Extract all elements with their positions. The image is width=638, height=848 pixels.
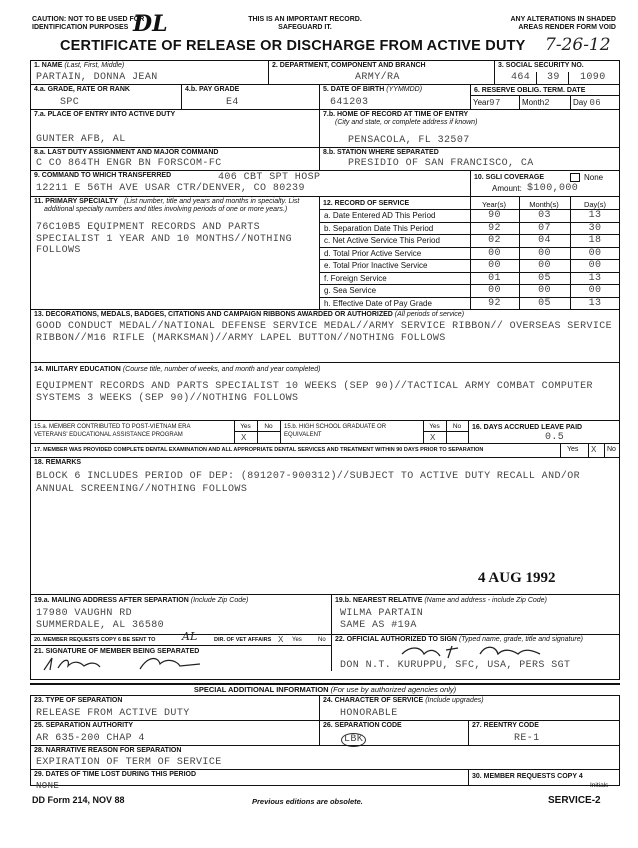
copy6-no-label: No [318,637,326,643]
ssn-part-1: 464 [511,72,531,83]
safeguard-note: SAFEGUARD IT. [278,24,332,31]
narrative-reason-value: EXPIRATION OF TERM OF SERVICE [36,757,222,768]
official-hint: (Typed name, grade, title and signature) [458,636,583,643]
sgli-none-label: None [584,173,604,182]
service-row-label: e. Total Prior Inactive Service [324,261,428,270]
service-row-day: 18 [588,235,602,246]
service-row-year: 00 [488,260,501,271]
separation-authority-label: 25. SEPARATION AUTHORITY [34,722,134,729]
department-value: ARMY/RA [355,72,400,83]
service-row-year: 01 [488,272,501,284]
special-info-hint: (For use by authorized agencies only) [330,685,457,694]
caution-note [32,16,144,24]
dob-value: 641203 [330,97,369,108]
entry-place-value: GUNTER AFB, AL [36,134,126,145]
ssn-label: 3. SOCIAL SECURITY NO. [498,62,584,69]
service-row-label: b. Separation Date This Period [324,223,434,233]
obsolete-note: Previous editions are obsolete. [252,797,363,806]
caution-text: CAUTION: NOT TO BE USED FOR [32,16,145,23]
home-record-hint: (City and state, or complete address if known) [335,119,478,126]
nearest-relative-hint: (Name and address - include Zip Code) [424,597,547,604]
veap-no-label: No [264,423,273,430]
service-row-label: h. Effective Date of Pay Grade [324,298,432,308]
command-value-1: 406 CBT SPT HOSP [218,172,321,183]
alterations-note: ANY ALTERATIONS IN SHADED [510,16,616,23]
decorations-value: GOOD CONDUCT MEDAL//NATIONAL DEFENSE SERVICE MEDAL//ARMY SERVICE RIBBON// OVERSEAS SERVICE RIBBON//M16 RIFLE (MARKSMAN)//ARMY LAPEL BUTTON//NOTHING FOLLOWS [36,321,613,344]
remarks-label: 18. REMARKS [34,459,82,466]
time-lost-label: 29. DATES OF TIME LOST DURING THIS PERIOD [34,771,197,778]
form-number: DD Form 214, NOV 88 [32,795,125,805]
education-label: 14. MILITARY EDUCATION [34,366,121,373]
hs-grad-no-label: No [452,423,462,430]
service-row-label: d. Total Prior Active Service [324,248,422,258]
name-hint: (Last, First, Middle) [64,62,125,69]
reserve-day-value: 06 [589,98,602,108]
pay-grade-value: E4 [226,97,239,108]
hs-grad-label: 15.b. HIGH SCHOOL GRADUATE OR EQUIVALENT [284,424,387,438]
official-label: 22. OFFICIAL AUTHORIZED TO SIGN [335,636,457,643]
separation-type-value: RELEASE FROM ACTIVE DUTY [36,708,190,719]
reserve-year-label: Year [473,98,490,107]
service-record-label: 12. RECORD OF SERVICE [323,200,410,207]
member-signature [40,654,260,672]
dental-no-label: No [607,446,616,453]
home-record-label: 7.b. HOME OF RECORD AT TIME OF ENTRY [323,111,469,118]
dob-label: 5. DATE OF BIRTH [323,86,385,93]
hs-grad-yes-label: Yes [429,423,440,430]
reentry-code-label: 27. REENTRY CODE [472,722,539,729]
name-label: 1. NAME [34,62,63,69]
service-row-day: 30 [588,222,602,234]
service-row-label: f. Foreign Service [324,273,387,283]
ssn-part-3: 1090 [580,72,606,83]
service-row-year: 02 [488,235,501,246]
service-row-day: 13 [588,297,602,309]
dob-hint: (YYMMDD) [386,86,423,93]
service-row-label: g. Sea Service [324,286,377,295]
nearest-relative-line-1: WILMA PARTAIN [340,608,424,619]
handwritten-mark-top: DL [133,11,168,37]
specialty-hint: (List number, title and years and months in specialty. List additional specialty numbers and titles involving periods of one or more years.) [44,198,300,213]
last-duty-label: 8.a. LAST DUTY ASSIGNMENT AND MAJOR COMMAND [34,149,219,156]
command-value-2: 12211 E 56TH AVE USAR CTR/DENVER, CO 80239 [36,183,305,194]
station-label: 8.b. STATION WHERE SEPARATED [323,149,439,156]
time-lost-value: NONE [36,781,60,791]
service-row-year: 92 [488,222,501,234]
member-signature-label: 21. SIGNATURE OF MEMBER BEING SEPARATED [34,648,200,655]
education-value: EQUIPMENT RECORDS AND PARTS SPECIALIST 10 WEEKS (SEP 90)//TACTICAL ARMY COMBAT COMPUTER SYSTEMS 3 WEEKS (SEP 90)//NOTHING FOLLOWS [36,381,593,404]
veap-label: 15.a. MEMBER CONTRIBUTED TO POST-VIETNAM ERA VETERANS' EDUCATIONAL ASSISTANCE PROGRAM [34,424,191,438]
service-row-month: 00 [538,260,551,271]
form-title: CERTIFICATE OF RELEASE OR DISCHARGE FROM ACTIVE DUTY [60,38,526,54]
copy-designation: SERVICE-2 [548,795,601,806]
col-year-header: Year(s) [482,200,506,209]
decorations-hint: (All periods of service) [394,311,465,318]
copy4-initials-label: Initials [590,782,609,789]
hs-grad-yes-mark[interactable]: X [430,433,436,443]
separation-code-label: 26. SEPARATION CODE [323,722,402,729]
service-row-day: 00 [588,247,602,259]
character-label: 24. CHARACTER OF SERVICE [323,697,424,704]
service-row-day: 13 [588,272,602,284]
service-row-month: 07 [538,222,551,234]
service-row-month: 00 [538,285,551,296]
special-info-label: SPECIAL ADDITIONAL INFORMATION [193,685,329,694]
specialty-label: 11. PRIMARY SPECIALTY [34,198,118,205]
separation-type-label: 23. TYPE OF SEPARATION [34,697,123,704]
separation-code-value: LBK [341,733,366,747]
ssn-part-2: 39 [547,72,560,83]
decorations-label: 13. DECORATIONS, MEDALS, BADGES, CITATIONS AND CAMPAIGN RIBBONS AWARDED OR AUTHORIZED [34,311,393,318]
service-row-year: 92 [488,297,501,309]
service-row-label: a. Date Entered AD This Period [324,211,436,220]
alterations-note-2: AREAS RENDER FORM VOID [518,24,616,31]
reserve-day-label: Day [573,98,588,107]
copy6-yes-label: Yes [292,637,302,643]
handwritten-date: 7-26-12 [545,35,611,55]
col-month-header: Month(s) [529,200,559,209]
pay-grade-label: 4.b. PAY GRADE [185,86,240,93]
mailing-address-line-2: SUMMERDALE, AL 36580 [36,620,165,631]
important-record-note: THIS IS AN IMPORTANT RECORD. [248,16,362,23]
sgli-amount-value: $100,000 [527,183,579,194]
veap-yes-label: Yes [240,423,251,430]
department-label: 2. DEPARTMENT, COMPONENT AND BRANCH [272,62,426,69]
nearest-relative-line-2: SAME AS #19A [340,620,417,631]
service-row-month: 04 [538,235,551,246]
service-row-day: 13 [588,210,602,221]
caution-text-2: IDENTIFICATION PURPOSES [32,24,129,31]
service-row-month: 00 [538,247,551,259]
service-row-year: 00 [488,285,501,296]
remarks-value: BLOCK 6 INCLUDES PERIOD OF DEP: (891207-900312)//SUBJECT TO ACTIVE DUTY RECALL AND/OR ANNUAL SCREENING//NOTHING FOLLOWS [36,471,581,495]
caution-note-2 [32,24,128,32]
education-hint: (Course title, number of weeks, and month and year completed) [122,366,321,373]
nearest-relative-label: 19.b. NEAREST RELATIVE [335,597,423,604]
date-stamp: 4 AUG 1992 [478,570,556,586]
copy6-label: 20. MEMBER REQUESTS COPY 6 BE SENT TO [34,637,156,643]
reentry-code-value: RE-1 [514,733,540,744]
service-row-year: 90 [488,210,501,221]
official-signature [400,642,560,660]
reserve-term-label: 6. RESERVE OBLIG. TERM. DATE [474,87,586,94]
leave-label: 16. DAYS ACCRUED LEAVE PAID [472,424,583,431]
sgli-amount-label: Amount: [492,184,522,193]
grade-value: SPC [60,97,80,108]
service-row-day: 00 [588,285,602,296]
service-row-label: c. Net Active Service This Period [324,236,440,245]
character-value: HONORABLE [340,708,398,719]
leave-value: 0.5 [545,432,565,443]
service-row-month: 05 [538,272,551,284]
entry-place-label: 7.a. PLACE OF ENTRY INTO ACTIVE DUTY [34,111,176,118]
mailing-address-line-1: 17980 VAUGHN RD [36,608,133,619]
character-hint: (Include upgrades) [425,697,484,704]
narrative-reason-label: 28. NARRATIVE REASON FOR SEPARATION [34,747,182,754]
col-day-header: Day(s) [583,200,607,209]
dental-label: 17. MEMBER WAS PROVIDED COMPLETE DENTAL EXAMINATION AND ALL APPROPRIATE DENTAL SERVICES AND TREATMENT WITHIN 90 DAYS PRIOR TO SEPARATION [34,447,484,453]
home-record-value: PENSACOLA, FL 32507 [348,135,470,146]
service-row-month: 05 [538,297,551,309]
copy4-label: 30. MEMBER REQUESTS COPY 4 [472,773,583,780]
copy6-mark[interactable]: X [278,635,284,645]
command-label: 9. COMMAND TO WHICH TRANSFERRED [34,172,172,179]
last-duty-value: C CO 864TH ENGR BN FORSCOM-FC [36,158,222,169]
copy6-dir-label: DIR. OF VET AFFAIRS [214,637,272,643]
service-row-month: 03 [538,210,551,221]
sgli-none-checkbox[interactable] [570,173,580,182]
service-row-day: 00 [588,260,602,271]
mailing-address-label: 19.a. MAILING ADDRESS AFTER SEPARATION [34,597,189,604]
dental-yes-label: Yes [567,446,579,453]
station-value: PRESIDIO OF SAN FRANCISCO, CA [348,158,534,169]
sgli-label: 10. SGLI COVERAGE [474,174,545,181]
mailing-address-hint: (Include Zip Code) [190,597,249,604]
official-name-value: DON N.T. KURUPPU, SFC, USA, PERS SGT [340,660,571,671]
dental-mark[interactable]: X [591,445,597,455]
specialty-value: 76C10B5 EQUIPMENT RECORDS AND PARTS SPECIALIST 1 YEAR AND 10 MONTHS//NOTHING FOLLOWS [36,222,293,256]
separation-authority-value: AR 635-200 CHAP 4 [36,733,145,744]
name-value: PARTAIN, DONNA JEAN [36,72,158,83]
veap-yes-mark[interactable]: X [241,433,247,443]
service-row-year: 00 [488,247,501,259]
grade-label: 4.a. GRADE, RATE OR RANK [34,86,130,93]
reserve-year-value: 97 [489,98,501,108]
reserve-month-label: Month [522,98,545,107]
copy6-handwritten-state: AL [182,630,198,643]
reserve-month-value: 2 [544,98,551,108]
